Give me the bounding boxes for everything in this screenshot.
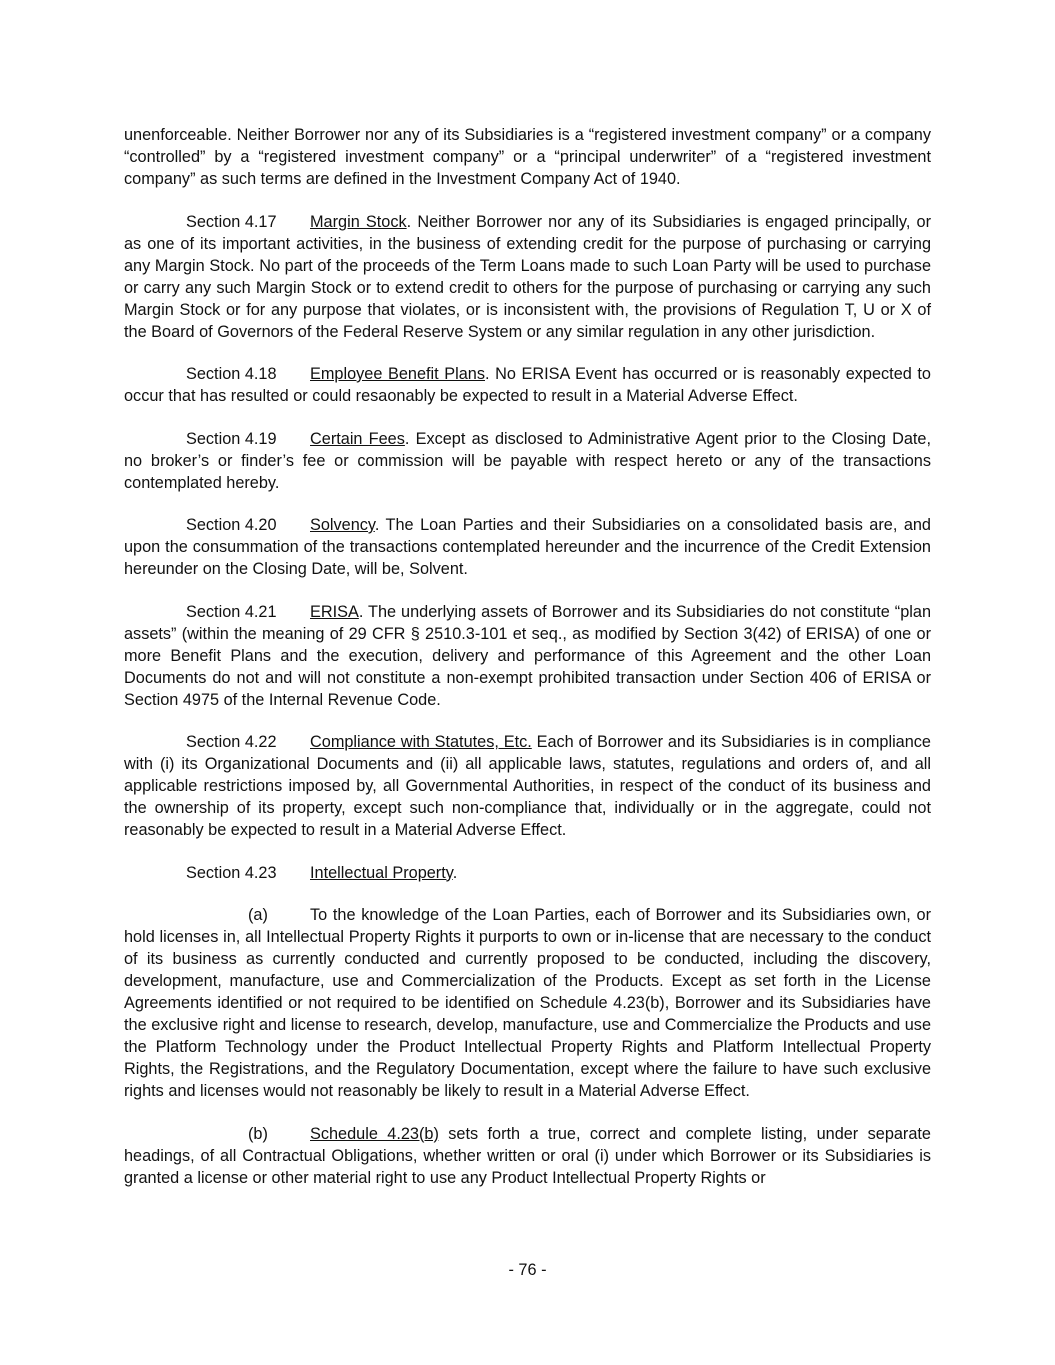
subsection-b bbox=[124, 1123, 931, 1189]
section-number: Section 4.17 bbox=[186, 212, 277, 231]
section-4-19 bbox=[124, 428, 931, 494]
subsection-label: (b) bbox=[248, 1124, 268, 1143]
section-4-22 bbox=[124, 731, 931, 841]
section-title: Intellectual Property bbox=[310, 863, 453, 882]
page-number: - 76 - bbox=[508, 1261, 547, 1279]
section-title: Margin Stock bbox=[310, 212, 407, 231]
section-title: Certain Fees bbox=[310, 429, 405, 448]
paragraph-continuation: unenforceable. Neither Borrower nor any of its Subsidiaries is a “registered investment company” or a company “controlled” by a “registered investment company” or a “principal underwriter” of a “registered investment company” as such terms are defined in the Investment Company Act of 1940. bbox=[124, 126, 931, 188]
section-number: Section 4.19 bbox=[186, 429, 277, 448]
section-number: Section 4.20 bbox=[186, 516, 277, 534]
subsection-body: To the knowledge of the Loan Parties, each of Borrower and its Subsidiaries own, or hold licenses in, all Intellectual Property Rights it purports to own or in-license that are necessary to the conduct of its business as currently conducted and currently proposed to be conducted, including the discovery, development, manufacture, use and Commercialization of the Products. Except as set forth in the License Agreements identified or not required to be identified on Schedule 4.23(b), Borrower and its Subsidiaries have the exclusive right and license to research, develop, manufacture, use and Commercialize the Products and use the Platform Technology under the Product Intellectual Property Rights and Platform Intellectual Property Rights, the Registrations, and the Regulatory Documentation, except where the failure to have such exclusive rights and licenses would not reasonably be likely to result in a Material Adverse Effect. bbox=[124, 906, 931, 1100]
section-4-17 bbox=[124, 211, 931, 343]
section-title: ERISA bbox=[310, 602, 359, 621]
subsection-body: sets forth a true, correct and complete listing, under separate headings, of all Contractual Obligations, whether written or oral (i) under which Borrower or its Subsidiaries is granted a license or other material right to use any Product Intellectual Property Rights or bbox=[124, 1124, 931, 1187]
section-body: . Except as disclosed to Administrative Agent prior to the Closing Date, no broker’s or finder’s fee or commission will be payable with respect hereto or any of the transactions contemplated hereby. bbox=[124, 429, 931, 492]
section-title: Compliance with Statutes, Etc. bbox=[310, 733, 532, 751]
section-4-21 bbox=[124, 601, 931, 711]
section-body: . No ERISA Event has occurred or is reasonably expected to occur that has resulted or could resaonably be expected to result in a Material Adverse Effect. bbox=[124, 365, 931, 405]
section-body: . The underlying assets of Borrower and its Subsidiaries do not constitute “plan assets” (within the meaning of 29 CFR § 2510.3-101 et seq., as modified by Section 3(42) of ERISA) of one or more Benefit Plans and the execution, delivery and performance of this Agreement and the other Loan Documents do not and will not constitute a non-exempt prohibited transaction under Section 406 of ERISA or Section 4975 of the Internal Revenue Code. bbox=[124, 602, 931, 709]
section-number: Section 4.23 bbox=[186, 863, 277, 882]
section-number: Section 4.18 bbox=[186, 365, 277, 383]
subsection-label: (a) bbox=[248, 906, 268, 924]
section-body: . Neither Borrower nor any of its Subsidiaries is engaged principally, or as one of its important activities, in the business of extending credit for the purpose of purchasing or carrying any Margin Stock. No part of the proceeds of the Term Loans made to such Loan Party will be used to purchase or carry any such Margin Stock or to extend credit to others for the purpose of purchasing or carrying any such Margin Stock or for any purpose that violates, or is inconsistent with, the provisions of Regulation T, U or X of the Board of Governors of the Federal Reserve System or any similar regulation in any other jurisdiction. bbox=[124, 212, 931, 341]
section-body: Each of Borrower and its Subsidiaries is in compliance with (i) its Organizational Documents and (ii) all applicable laws, statutes, regulations and orders of, and all applicable restrictions imposed by, all Governmental Authorities, in respect of the conduct of its business and the ownership of its property, except such non-compliance that, individually or in the aggregate, could not reasonably be expected to result in a Material Adverse Effect. bbox=[124, 733, 931, 839]
section-4-20 bbox=[124, 514, 931, 580]
section-title: Solvency bbox=[310, 516, 375, 534]
section-body: . The Loan Parties and their Subsidiaries on a consolidated basis are, and upon the consummation of the transactions contemplated hereunder and the incurrence of the Credit Extension hereunder on the Closing Date, will be, Solvent. bbox=[124, 516, 931, 578]
document-page bbox=[124, 124, 931, 1209]
section-4-23 bbox=[124, 862, 931, 884]
section-title: Employee Benefit Plans bbox=[310, 365, 485, 383]
section-4-18 bbox=[124, 363, 931, 407]
section-number: Section 4.22 bbox=[186, 733, 277, 751]
schedule-reference: Schedule 4.23(b) bbox=[310, 1124, 439, 1143]
section-body: . bbox=[452, 863, 458, 882]
subsection-a bbox=[124, 904, 931, 1102]
section-number: Section 4.21 bbox=[186, 602, 277, 621]
